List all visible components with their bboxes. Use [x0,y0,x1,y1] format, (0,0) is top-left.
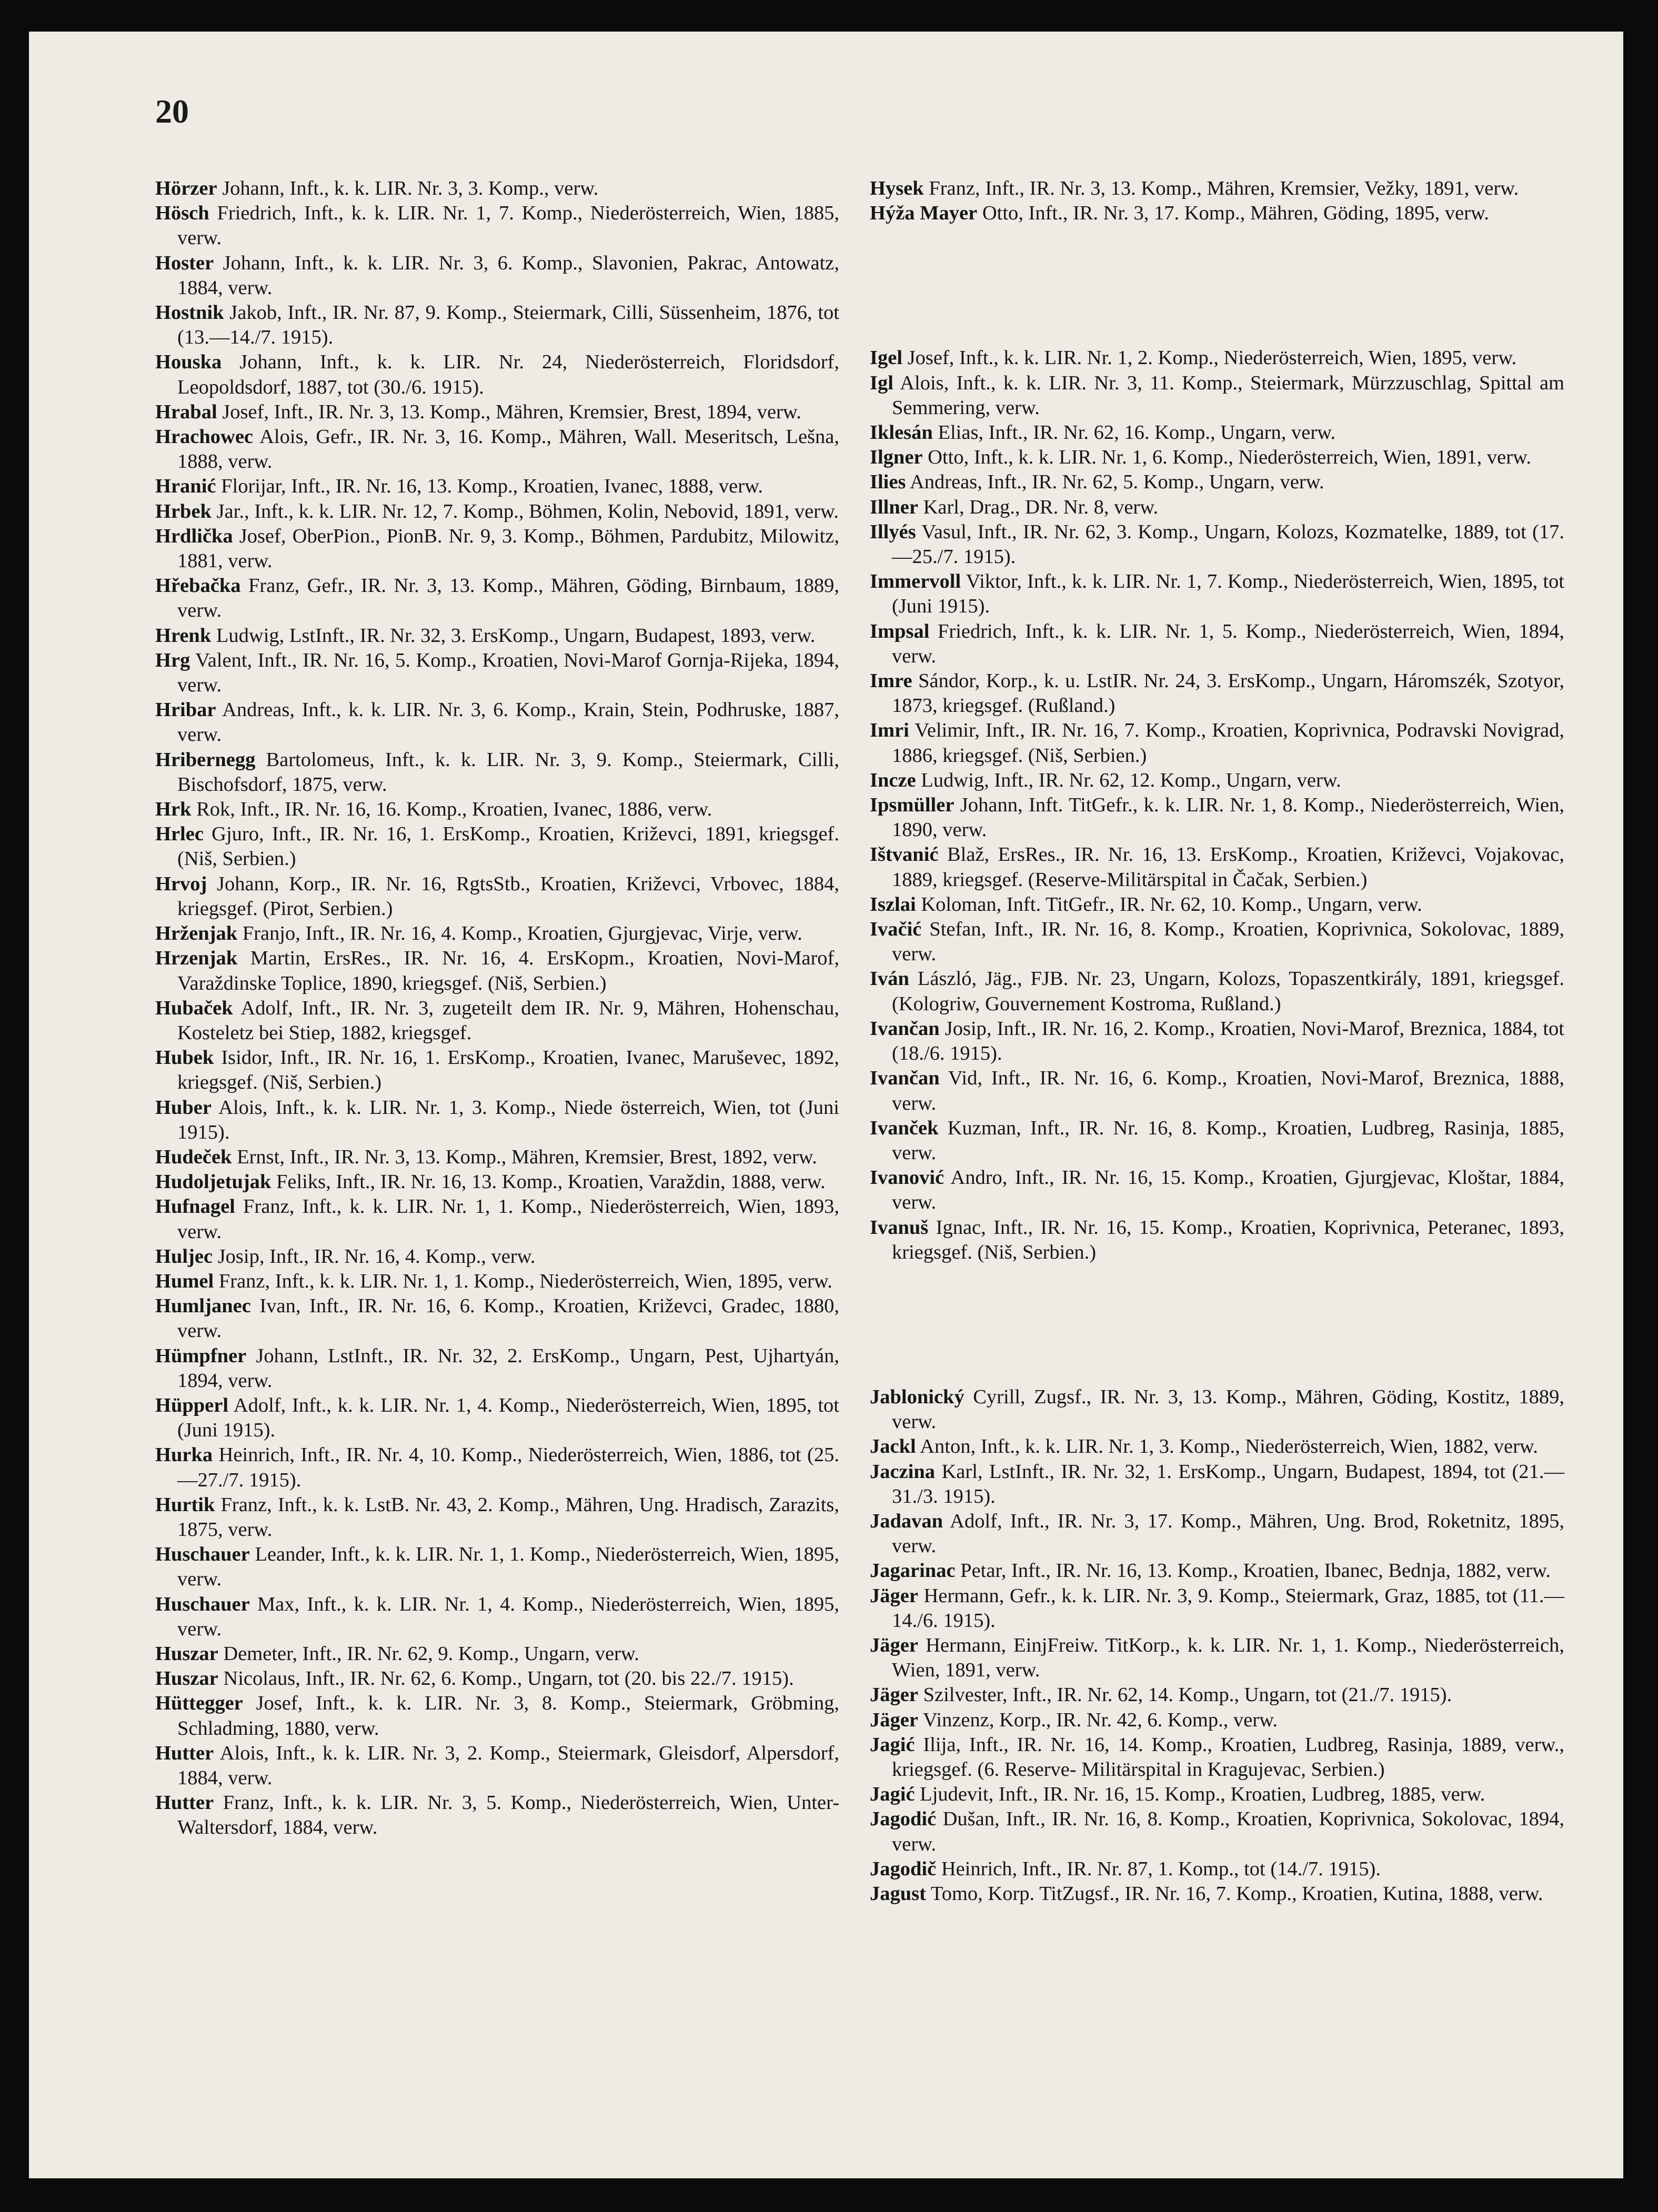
entry-details: Franz, Inft., IR. Nr. 3, 13. Komp., Mähren, Kremsier, Vežky, 1891, verw. [929,177,1519,199]
roster-entry [870,1882,1564,1906]
roster-entry [155,624,839,648]
roster-entry [870,917,1564,967]
roster-entry [155,797,839,822]
entry-details: Franz, Gefr., IR. Nr. 3, 13. Komp., Mähren, Göding, Birnbaum, 1889, verw. [177,575,840,622]
entry-details: László, Jäg., FJB. Nr. 23, Ungarn, Kolozs, Topaszentkirály, 1891, kriegsgef. (Kologriw, Gouvernement Kostroma, Rußland.) [892,968,1564,1015]
roster-entry [870,1559,1564,1583]
entry-details: Alois, Inft., k. k. LIR. Nr. 3, 11. Komp., Steiermark, Mürzzuschlag, Spittal am Semmering, verw. [892,371,1564,419]
roster-entry [870,1165,1564,1215]
entry-surname: Illyés [870,520,916,543]
entry-surname: Ivančan [870,1017,940,1040]
roster-entry [870,1633,1564,1683]
roster-entry [155,698,839,747]
entry-details: Friedrich, Inft., k. k. LIR. Nr. 1, 5. Komp., Niederösterreich, Wien, 1894, verw. [892,620,1564,667]
entry-surname: Humel [155,1270,214,1292]
entry-surname: Hrzenjak [155,947,238,970]
entry-details: Florijar, Inft., IR. Nr. 16, 13. Komp., Kroatien, Ivanec, 1888, verw. [221,475,763,498]
roster-entry [155,648,839,698]
entry-details: Nicolaus, Inft., IR. Nr. 62, 6. Komp., Ungarn, tot (20. bis 22./7. 1915). [223,1667,794,1690]
entry-details: Hermann, EinjFreiw. TitKorp., k. k. LIR. Nr. 1, 1. Komp., Niederösterreich, Wien, 1891, verw. [892,1634,1565,1682]
entry-details: Ludwig, LstInft., IR. Nr. 32, 3. ErsKomp., Ungarn, Budapest, 1893, verw. [216,624,816,647]
letter-section-gap [870,226,1564,346]
roster-entry [155,425,839,474]
roster-entry [870,569,1564,619]
entry-details: Kuzman, Inft., IR. Nr. 16, 8. Komp., Kroatien, Ludbreg, Rasinja, 1885, verw. [892,1117,1565,1164]
entry-surname: Hrabal [155,400,217,423]
entry-details: Hermann, Gefr., k. k. LIR. Nr. 3, 9. Komp., Steiermark, Graz, 1885, tot (11.—14./6. 1915). [892,1584,1564,1632]
entry-details: Leander, Inft., k. k. LIR. Nr. 1, 1. Komp., Niederösterreich, Wien, 1895, verw. [177,1543,839,1591]
roster-entry [870,1434,1564,1459]
entry-surname: Hudoljetujak [155,1171,272,1193]
entry-surname: Ivanuš [870,1216,929,1239]
entry-details: Franz, Inft., k. k. LstB. Nr. 43, 2. Komp., Mähren, Ung. Hradisch, Zarazits, 1875, verw. [177,1493,839,1541]
entry-details: Johann, Inft., k. k. LIR. Nr. 3, 3. Komp., verw. [222,177,599,199]
entry-surname: Ivanović [870,1167,944,1189]
entry-surname: Jagust [870,1882,926,1905]
entry-details: Ivan, Inft., IR. Nr. 16, 6. Komp., Kroatien, Križevci, Gradec, 1880, verw. [177,1295,839,1342]
entry-details: Franz, Inft., k. k. LIR. Nr. 1, 1. Komp., Niederösterreich, Wien, 1893, verw. [177,1195,839,1243]
entry-details: Johann, LstInft., IR. Nr. 32, 2. ErsKomp., Ungarn, Pest, Ujhartyán, 1894, verw. [177,1344,840,1392]
entry-surname: Imri [870,719,909,742]
entry-surname: Jadavan [870,1510,943,1532]
entry-surname: Hribar [155,699,216,721]
roster-entry [155,1145,839,1170]
entry-surname: Hrbek [155,500,212,522]
roster-entry [155,1269,839,1294]
roster-entry [155,946,839,996]
entry-surname: Houska [155,351,222,374]
roster-entry [870,1807,1564,1856]
roster-entry [155,400,839,425]
entry-surname: Jablonický [870,1385,964,1408]
roster-entry [870,1708,1564,1733]
entry-surname: Jagić [870,1733,915,1756]
entry-surname: Hurtik [155,1493,215,1516]
entry-surname: Hoster [155,252,214,274]
entry-details: Karl, Drag., DR. Nr. 8, verw. [923,496,1159,518]
entry-surname: Hrg [155,649,190,671]
entry-details: Tomo, Korp. TitZugsf., IR. Nr. 16, 7. Komp., Kroatien, Kutina, 1888, verw. [930,1882,1543,1905]
entry-surname: Jäger [870,1708,918,1731]
roster-entry [870,445,1564,470]
entry-details: Josef, Inft., IR. Nr. 3, 13. Komp., Mähren, Kremsier, Brest, 1894, verw. [222,400,801,423]
roster-entry [155,822,839,871]
entry-details: Adolf, Inft., IR. Nr. 3, zugeteilt dem IR. Nr. 9, Mähren, Hohenschau, Kosteletz bei Stiep, 1882, kriegsgef. [177,997,839,1044]
roster-entry [155,474,839,499]
entry-surname: Huljec [155,1245,213,1268]
entry-details: Andro, Inft., IR. Nr. 16, 15. Komp., Kroatien, Gjurgjevac, Kloštar, 1884, verw. [892,1167,1564,1214]
roster-entry [155,300,839,350]
entry-surname: Impsal [870,620,930,642]
entry-surname: Hutter [155,1742,214,1764]
roster-entry [870,1584,1564,1633]
roster-entry [870,1116,1564,1165]
entry-surname: Hrachowec [155,426,254,448]
entry-surname: Hribernegg [155,748,256,771]
roster-entry [870,371,1564,420]
roster-entry [870,1215,1564,1265]
entry-details: Isidor, Inft., IR. Nr. 16, 1. ErsKomp., Kroatien, Ivanec, Maruševec, 1892, kriegsgef. (Niš, Serbien.) [177,1047,840,1094]
entry-details: Franjo, Inft., IR. Nr. 16, 4. Komp., Kroatien, Gjurgjevac, Virje, verw. [242,922,802,945]
entry-surname: Hufnagel [155,1195,235,1218]
entry-details: Otto, Inft., k. k. LIR. Nr. 1, 6. Komp., Niederösterreich, Wien, 1891, verw. [928,446,1531,469]
roster-entry [155,1170,839,1194]
entry-surname: Hösch [155,202,209,225]
entry-surname: Huber [155,1096,212,1119]
entry-surname: Ilies [870,471,906,494]
entry-details: Josef, Inft., k. k. LIR. Nr. 1, 2. Komp., Niederösterreich, Wien, 1895, verw. [907,347,1517,369]
entry-details: Vinzenz, Korp., IR. Nr. 42, 6. Komp., verw. [922,1708,1278,1731]
entry-details: Ilija, Inft., IR. Nr. 16, 14. Komp., Kroatien, Ludbreg, Rasinja, 1889, verw., kriegsgef. (6. Reserve- Militärspital in Kragujevac, Serbien.) [892,1733,1565,1781]
entry-details: Josip, Inft., IR. Nr. 16, 2. Komp., Kroatien, Novi-Marof, Breznica, 1884, tot (18./6. 1915). [892,1017,1564,1065]
entry-details: Velimir, Inft., IR. Nr. 16, 7. Komp., Kroatien, Koprivnica, Podravski Novigrad, 1886, kriegsgef. (Niš, Serbien.) [892,719,1564,767]
entry-surname: Hrženjak [155,922,238,945]
roster-entry [155,1095,839,1145]
roster-entry [870,892,1564,917]
entry-surname: Incze [870,769,916,791]
entry-surname: Hüpperl [155,1394,229,1416]
entry-details: Ignac, Inft., IR. Nr. 16, 15. Komp., Kroatien, Koprivnica, Peteranec, 1893, kriegsgef. (Niš, Serbien.) [892,1216,1565,1263]
roster-entry [870,768,1564,793]
entry-surname: Hrlec [155,823,204,846]
roster-entry [155,524,839,574]
roster-entry [870,967,1564,1016]
entry-details: Alois, Gefr., IR. Nr. 3, 16. Komp., Mähren, Wall. Meseritsch, Lešna, 1888, verw. [177,426,839,473]
entry-surname: Igl [870,371,893,394]
roster-entry [870,176,1564,201]
entry-details: Ljudevit, Inft., IR. Nr. 16, 15. Komp., Kroatien, Ludbreg, 1885, verw. [920,1783,1485,1806]
roster-entry [155,1443,839,1492]
entry-surname: Ivančan [870,1067,940,1090]
roster-entry [155,921,839,946]
entry-details: Jakob, Inft., IR. Nr. 87, 9. Komp., Steiermark, Cilli, Süssenheim, 1876, tot (13.—14./7. 1915). [177,301,839,349]
roster-entry [870,420,1564,445]
entry-surname: Igel [870,347,903,369]
roster-entry [155,1642,839,1666]
entry-surname: Humljanec [155,1295,251,1318]
entry-surname: Immervoll [870,570,961,593]
entry-details: Dušan, Inft., IR. Nr. 16, 8. Komp., Kroatien, Koprivnica, Sokolovac, 1894, verw. [892,1808,1564,1855]
entry-surname: Hümpfner [155,1344,247,1367]
roster-entry [155,1393,839,1443]
entry-details: Adolf, Inft., IR. Nr. 3, 17. Komp., Mähren, Ung. Brod, Roketnitz, 1895, verw. [892,1510,1564,1557]
roster-entry [155,350,839,399]
roster-entry [870,1017,1564,1066]
page-number: 20 [155,93,189,130]
roster-entry [155,499,839,524]
entry-surname: Imre [870,670,912,692]
roster-entry [155,251,839,300]
roster-entry [155,1691,839,1741]
roster-entry [155,1542,839,1592]
right-column [870,176,1564,1906]
roster-entry [870,495,1564,520]
entry-details: Friedrich, Inft., k. k. LIR. Nr. 1, 7. Komp., Niederösterreich, Wien, 1885, verw. [177,202,839,249]
entry-details: Feliks, Inft., IR. Nr. 16, 13. Komp., Kroatien, Varaždin, 1888, verw. [276,1171,826,1193]
roster-entry [155,1244,839,1269]
entry-surname: Huschauer [155,1543,250,1566]
entry-details: Petar, Inft., IR. Nr. 16, 13. Komp., Kroatien, Ibanec, Bednja, 1882, verw. [960,1560,1551,1582]
roster-entry [870,470,1564,495]
roster-entry [155,1592,839,1642]
entry-details: Bartolomeus, Inft., k. k. LIR. Nr. 3, 9. Komp., Steiermark, Cilli, Bischofsdorf, 1875, verw. [177,748,840,796]
entry-details: Alois, Inft., k. k. LIR. Nr. 1, 3. Komp., Niede österreich, Wien, tot (Juni 1915). [177,1096,839,1143]
entry-surname: Hubek [155,1047,214,1069]
roster-entry [155,1493,839,1542]
entry-details: Koloman, Inft. TitGefr., IR. Nr. 62, 10. Komp., Ungarn, verw. [921,893,1422,916]
roster-entry [155,574,839,623]
entry-surname: Ivanček [870,1117,939,1139]
entry-surname: Hřebačka [155,575,241,597]
roster-entry [870,718,1564,768]
entry-surname: Ilgner [870,446,923,469]
roster-entry [155,1741,839,1791]
roster-entry [155,996,839,1045]
entry-details: Johann, Inft., k. k. LIR. Nr. 3, 6. Komp., Slavonien, Pakrac, Antowatz, 1884, verw. [177,252,839,299]
entry-details: Szilvester, Inft., IR. Nr. 62, 14. Komp., Ungarn, tot (21./7. 1915). [923,1684,1452,1706]
letter-section-gap [870,1265,1564,1385]
entry-surname: Iszlai [870,893,916,916]
roster-entry [870,669,1564,718]
entry-surname: Jagarinac [870,1560,956,1582]
entry-surname: Huszar [155,1642,218,1665]
entry-surname: Ištvanić [870,843,939,866]
entry-details: Demeter, Inft., IR. Nr. 62, 9. Komp., Ungarn, verw. [223,1642,639,1665]
entry-surname: Hrdlička [155,525,233,547]
entry-surname: Jagodić [870,1808,937,1831]
entry-details: Johann, Inft. TitGefr., k. k. LIR. Nr. 1, 8. Komp., Niederösterreich, Wien, 1890, verw. [892,794,1564,841]
entry-details: Otto, Inft., IR. Nr. 3, 17. Komp., Mähren, Göding, 1895, verw. [982,202,1489,225]
entry-details: Josip, Inft., IR. Nr. 16, 4. Komp., verw. [217,1245,536,1268]
roster-entry [155,1194,839,1244]
entry-surname: Huszar [155,1667,218,1690]
entry-surname: Huschauer [155,1593,250,1615]
entry-details: Andreas, Inft., IR. Nr. 62, 5. Komp., Ungarn, verw. [909,471,1324,494]
entry-details: Vasul, Inft., IR. Nr. 62, 3. Komp., Ungarn, Kolozs, Kozmatelke, 1889, tot (17.—25./7. 1915). [892,520,1564,568]
roster-entry [870,1385,1564,1434]
entry-details: Heinrich, Inft., IR. Nr. 87, 1. Komp., tot (14./7. 1915). [941,1857,1381,1880]
roster-entry [870,520,1564,569]
roster-entry [155,1791,839,1840]
entry-details: Ludwig, Inft., IR. Nr. 62, 12. Komp., Ungarn, verw. [921,769,1341,791]
entry-surname: Ivačić [870,918,922,941]
entry-details: Sándor, Korp., k. u. LstIR. Nr. 24, 3. ErsKomp., Ungarn, Háromszék, Szotyor, 1873, kriegsgef. (Rußland.) [892,670,1564,717]
entry-details: Anton, Inft., k. k. LIR. Nr. 1, 3. Komp., Niederösterreich, Wien, 1882, verw. [920,1435,1538,1458]
entry-details: Johann, Korp., IR. Nr. 16, RgtsStb., Kroatien, Križevci, Vrbovec, 1884, kriegsgef. (Pirot, Serbien.) [177,872,839,920]
roster-entry [155,1045,839,1095]
roster-entry [870,201,1564,226]
entry-surname: Hysek [870,177,924,199]
entry-surname: Hrenk [155,624,212,647]
entry-surname: Hörzer [155,177,217,199]
roster-entry [870,1857,1564,1882]
roster-entry [155,201,839,250]
entry-surname: Illner [870,496,918,518]
entry-surname: Hýža Mayer [870,202,978,225]
entry-details: Andreas, Inft., k. k. LIR. Nr. 3, 6. Komp., Krain, Stein, Podhruske, 1887, verw. [177,699,839,746]
entry-details: Jar., Inft., k. k. LIR. Nr. 12, 7. Komp., Böhmen, Kolin, Nebovid, 1891, verw. [216,500,839,522]
entry-surname: Hudeček [155,1145,232,1168]
entry-details: Alois, Inft., k. k. LIR. Nr. 3, 2. Komp., Steiermark, Gleisdorf, Alpersdorf, 1884, verw. [177,1742,839,1789]
roster-entry [870,1733,1564,1782]
entry-surname: Hrk [155,798,192,821]
roster-entry [155,1344,839,1393]
roster-entry [155,1666,839,1691]
entry-details: Stefan, Inft., IR. Nr. 16, 8. Komp., Kroatien, Koprivnica, Sokolovac, 1889, verw. [892,918,1564,966]
book-page [29,32,1623,2178]
entry-details: Vid, Inft., IR. Nr. 16, 6. Komp., Kroatien, Novi-Marof, Breznica, 1888, verw. [892,1067,1564,1114]
entry-surname: Jäger [870,1684,918,1706]
entry-details: Max, Inft., k. k. LIR. Nr. 1, 4. Komp., Niederösterreich, Wien, 1895, verw. [177,1593,839,1640]
entry-surname: Jackl [870,1435,916,1458]
entry-surname: Hranić [155,475,216,498]
roster-entry [870,1782,1564,1807]
entry-surname: Jagić [870,1783,915,1806]
entry-details: Karl, LstInft., IR. Nr. 32, 1. ErsKomp., Ungarn, Budapest, 1894, tot (21.—31./3. 1915). [892,1460,1565,1507]
entry-surname: Hutter [155,1792,214,1814]
entry-details: Valent, Inft., IR. Nr. 16, 5. Komp., Kroatien, Novi-Marof Gornja-Rijeka, 1894, verw. [177,649,839,697]
entry-surname: Hostnik [155,301,224,324]
entry-details: Blaž, ErsRes., IR. Nr. 16, 13. ErsKomp., Kroatien, Križevci, Vojakovac, 1889, kriegsgef. (Reserve-Militärspital in Čačak, Serbien.) [892,843,1564,891]
entry-details: Johann, Inft., k. k. LIR. Nr. 24, Niederösterreich, Floridsdorf, Leopoldsdorf, 1887, tot (30./6. 1915). [177,351,839,398]
entry-details: Ernst, Inft., IR. Nr. 3, 13. Komp., Mähren, Kremsier, Brest, 1892, verw. [237,1145,817,1168]
roster-entry [155,176,839,201]
roster-entry [870,1509,1564,1559]
entry-details: Josef, Inft., k. k. LIR. Nr. 3, 8. Komp., Steiermark, Gröbming, Schladming, 1880, verw. [177,1692,840,1740]
entry-details: Cyrill, Zugsf., IR. Nr. 3, 13. Komp., Mähren, Göding, Kostitz, 1889, verw. [892,1385,1565,1433]
entry-surname: Hurka [155,1444,213,1466]
entry-surname: Hrvoj [155,872,207,895]
entry-surname: Iklesán [870,421,933,444]
entry-surname: Jäger [870,1634,918,1656]
entry-surname: Ipsmüller [870,794,954,817]
entry-surname: Hubaček [155,997,233,1019]
roster-entry [870,793,1564,842]
roster-entry [870,619,1564,669]
entry-surname: Jäger [870,1584,918,1607]
entry-surname: Jagodič [870,1857,937,1880]
entry-details: Adolf, Inft., k. k. LIR. Nr. 1, 4. Komp., Niederösterreich, Wien, 1895, tot (Juni 1915). [177,1394,839,1442]
roster-entry [155,1294,839,1343]
entry-surname: Jaczina [870,1460,936,1483]
roster-entry [870,842,1564,892]
entry-details: Gjuro, Inft., IR. Nr. 16, 1. ErsKomp., Kroatien, Križevci, 1891, kriegsgef. (Niš, Serbien.) [177,823,839,870]
roster-entry [155,748,839,797]
left-column [155,176,839,1841]
roster-entry [870,346,1564,370]
entry-details: Franz, Inft., k. k. LIR. Nr. 3, 5. Komp., Niederösterreich, Wien, Unter-Waltersdorf, 1884, verw. [177,1792,840,1839]
roster-entry [870,1066,1564,1115]
entry-details: Rok, Inft., IR. Nr. 16, 16. Komp., Kroatien, Ivanec, 1886, verw. [196,798,712,821]
entry-details: Martin, ErsRes., IR. Nr. 16, 4. ErsKopm., Kroatien, Novi-Marof, Varaždinske Toplice, 1890, kriegsgef. (Niš, Serbien.) [177,947,840,994]
entry-details: Josef, OberPion., PionB. Nr. 9, 3. Komp., Böhmen, Pardubitz, Milowitz, 1881, verw. [177,525,839,572]
roster-entry [870,1683,1564,1707]
entry-surname: Iván [870,968,909,990]
entry-surname: Hüttegger [155,1692,243,1715]
entry-details: Elias, Inft., IR. Nr. 62, 16. Komp., Ungarn, verw. [938,421,1336,444]
roster-entry [870,1460,1564,1509]
entry-details: Heinrich, Inft., IR. Nr. 4, 10. Komp., Niederösterreich, Wien, 1886, tot (25.—27./7. 1915). [177,1444,840,1491]
entry-details: Franz, Inft., k. k. LIR. Nr. 1, 1. Komp., Niederösterreich, Wien, 1895, verw. [218,1270,832,1292]
entry-details: Viktor, Inft., k. k. LIR. Nr. 1, 7. Komp., Niederösterreich, Wien, 1895, tot (Juni 1915). [892,570,1564,618]
roster-entry [155,872,839,921]
